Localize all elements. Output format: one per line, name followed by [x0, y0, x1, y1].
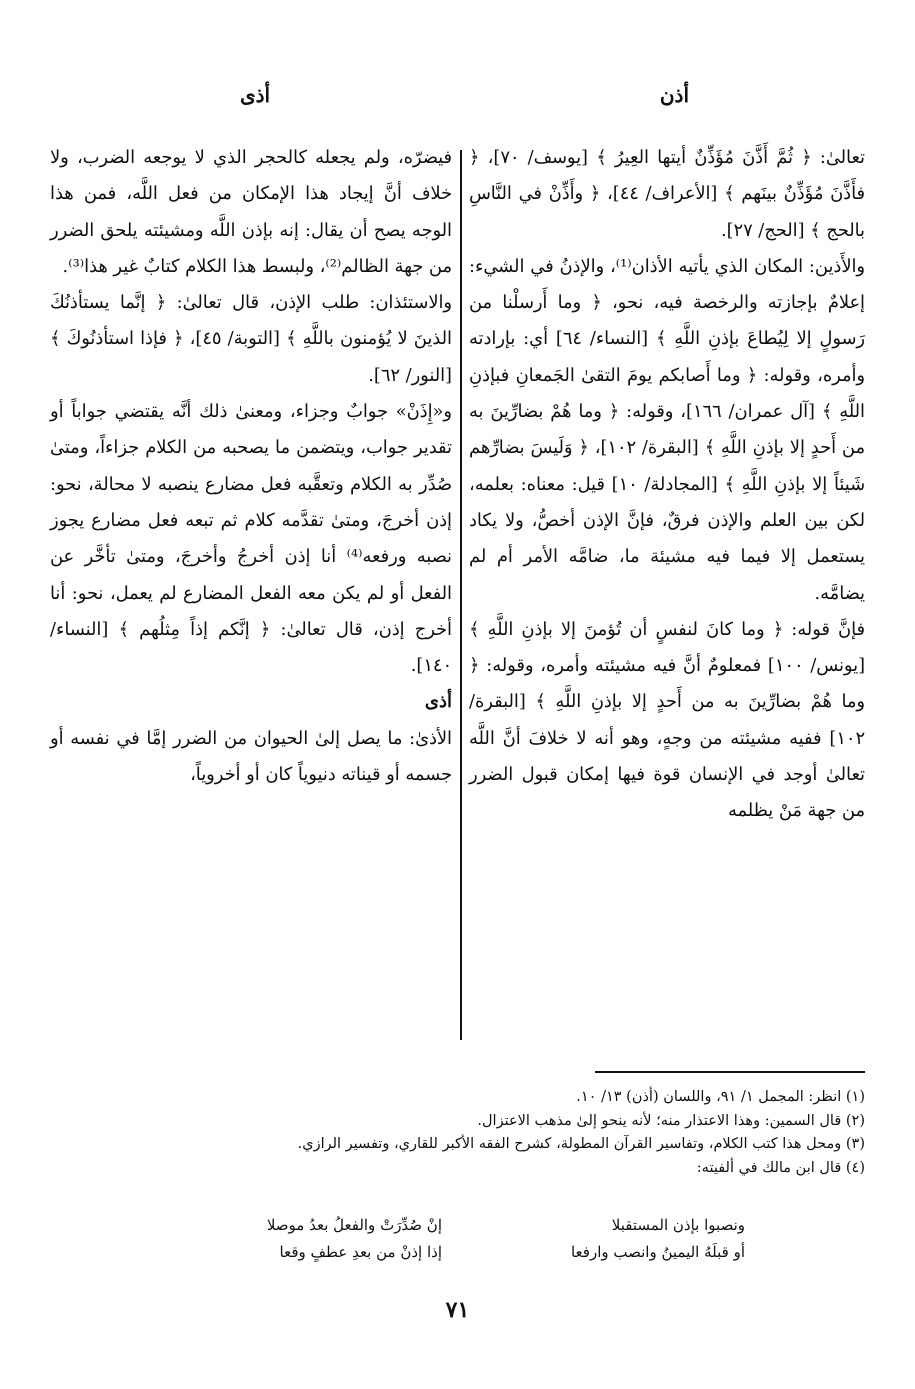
- paragraph: والاستئذان: طلب الإذن، قال تعالىٰ: ﴿ إنَّما يستأذنُكَ الذينَ لا يُؤمنون باللَّهِ ﴾ [التوبة/ ٤٥]، ﴿ فإذا استأذنُوكَ ﴾ [النور/ ٦٢].: [50, 292, 452, 386]
- paragraph: فيضرّه، ولم يجعله كالحجر الذي لا يوجعه الضرب، ولا خلاف أنَّ إيجاد هذا الإمكان من فعل اللَّه، فمن هذا الوجه يصح أن يقال: إنه بإذن اللَّه ومشيئته يلحق الضرر من جهة الظالم⁽²⁾، ولبسط هذا الكلام كتابٌ غير هذا⁽³⁾.: [50, 147, 452, 277]
- page-number: ٧١: [445, 1297, 470, 1323]
- verse-right-hemistich: [475, 1212, 745, 1266]
- verse-line: إنْ صُدِّرَتْ والفعلُ بعدُ موصلا: [266, 1216, 442, 1234]
- header-right: أذن: [659, 83, 689, 107]
- footnote: (٤) قال ابن مالك في ألفيته:: [696, 1159, 865, 1176]
- paragraph: و«إِذَنْ» جوابٌ وجزاء، ومعنىٰ ذلك أنَّه يقتضي جواباً أو تقدير جواب، ويتضمن ما يصحبه من الكلام جزاءاً، ومتىٰ صُدِّر به الكلام وتعقَّبه فعل مضارع ينصبه لا محالة، نحو: إذن أخرجَ، ومتىٰ تقدَّمه كلام ثم تبعه فعل مضارع يجوز نصبه ورفعه⁽⁴⁾ أنا إذن أخرجُ وأخرجَ، ومتىٰ تأخَّر عن الفعل أو لم يكن معه الفعل المضارع لم يعمل، نحو: أنا أخرج إذن، قال تعالىٰ: ﴿ إنَّكم إذاً مِثلُهم ﴾ [النساء/ ١٤٠].: [50, 401, 452, 677]
- footnote: (١) انظر: المجمل ١/ ٩١، واللسان (أذن) ١٣/ ١٠.: [576, 1089, 865, 1105]
- footnote-separator: [595, 1071, 865, 1073]
- footnote: (٣) ومحل هذا كتب الكلام، وتفاسير القرآن المطولة، كشرح الفقه الأكبر للقاري، وتفسير الرازي.: [297, 1136, 865, 1152]
- entry-text: الأذىٰ: ما يصل إلىٰ الحيوان من الضرر إمَّا في نفسه أو جسمه أو قيناته دنيوياً كان أو أخروياً،: [50, 727, 452, 786]
- right-column: [469, 140, 865, 830]
- verse-line: أو قبلَهُ اليمينُ وانصب وارفعا: [570, 1243, 745, 1261]
- verse-line: إذا إذنْ من بعدِ عطفٍ وقعا: [279, 1243, 442, 1261]
- column-divider: [460, 150, 462, 1040]
- verse-left-hemistich: [122, 1212, 442, 1266]
- footnotes: [50, 1086, 865, 1180]
- entry-title: أذى: [424, 691, 452, 713]
- left-column: [50, 140, 452, 793]
- paragraph: فإنَّ قوله: ﴿ وما كانَ لنفسٍ أن تُؤمنَ إلا بإذنِ اللَّهِ ﴾ [يونس/ ١٠٠] فمعلومٌ أنَّ فيه مشيئته وأمره، وقوله: ﴿ وما هُمْ بضارِّينَ به من أَحدٍ إلا بإذنِ اللَّهِ ﴾ [البقرة/ ١٠٢] ففيه مشيئته من وجهٍ، وهو أنه لا خلافَ أنَّ اللَّه تعالىٰ أوجد في الإنسان قوة فيها إمكان قبول الضرر من جهة مَنْ يظلمه: [469, 618, 866, 822]
- footnote: (٢) قال السمين: وهذا الاعتذار منه؛ لأنه ينحو إلىٰ مذهب الاعتزال.: [477, 1112, 865, 1129]
- paragraph: تعالىٰ: ﴿ ثُمَّ أَذَّنَ مُؤَذِّنٌ أيتها العِيرُ ﴾ [يوسف/ ٧٠]، ﴿ فأَذَّنَ مُؤَذِّنٌ بينَهم ﴾ [الأعراف/ ٤٤]، ﴿ وأَذِّنْ في النَّاسِ بالحج ﴾ [الحج/ ٢٧].: [469, 147, 866, 241]
- header-left: أذى: [240, 83, 271, 107]
- verse-line: ونصبوا بإذن المستقبلا: [611, 1216, 745, 1234]
- paragraph: والأَذين: المكان الذي يأتيه الأذان⁽¹⁾، والإذنُ في الشيء: إعلامٌ بإجازته والرخصة فيه، نحو، ﴿ وما أَرسلْنا من رَسولٍ إلا لِيُطاعَ بإذنِ اللَّهِ ﴾ [النساء/ ٦٤] أي: بإرادته وأمره، وقوله: ﴿ وما أَصابكم يومَ التقىٰ الجَمعانِ فبإذنِ اللَّهِ ﴾ [آل عمران/ ١٦٦]، وقوله: ﴿ وما هُمْ بضارِّينَ به من أَحدٍ إلا بإذنِ اللَّهِ ﴾ [البقرة/ ١٠٢]، ﴿ وَلَيسَ بضارِّهم شَيئاً إلا بإذنِ اللَّهِ ﴾ [المجادلة/ ١٠] قيل: معناه: بعلمه، لكن بين العلم والإذن فرقٌ، فإنَّ الإذن أخصُّ، ولا يكاد يستعمل إلا فيما فيه مشيئة ما، ضامَّه الأمر أم لم يضامَّه.: [469, 255, 865, 604]
